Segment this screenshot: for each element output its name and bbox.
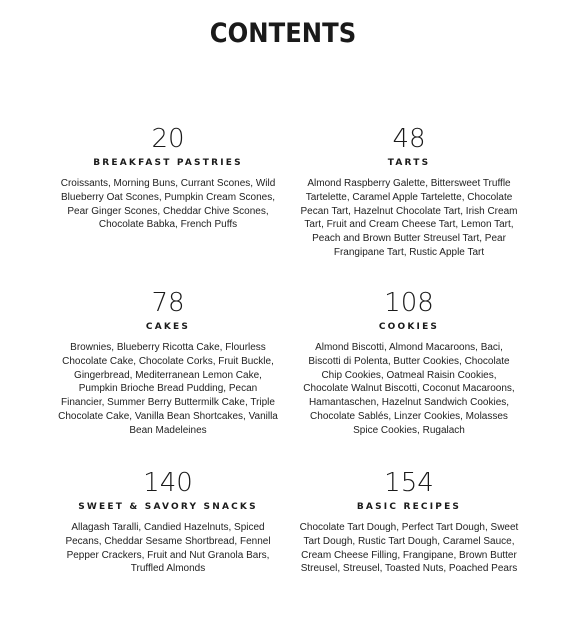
section-title: BASIC RECIPES [356, 502, 462, 512]
section-page-number: 78 [151, 288, 185, 318]
section-page-number: 154 [384, 468, 434, 498]
section-page-number: 48 [392, 124, 426, 154]
section-title: CAKES [145, 322, 191, 332]
toc-section-breakfast-pastries[interactable] [58, 124, 278, 232]
section-items: Allagash Taralli, Candied Hazelnuts, Spiced Pecans, Cheddar Sesame Shortbread, Fennel Pepper Crackers, Fruit and Nut Granola Bars, Truffled Almonds [65, 522, 271, 575]
section-title: BREAKFAST PASTRIES [93, 158, 243, 168]
section-page-number: 20 [151, 124, 185, 154]
toc-section-basic-recipes[interactable] [299, 468, 519, 576]
section-page-number: 108 [384, 288, 434, 318]
toc-section-tarts[interactable] [299, 124, 519, 260]
toc-section-cookies[interactable] [299, 288, 519, 438]
section-items: Almond Biscotti, Almond Macaroons, Baci, Biscotti di Polenta, Butter Cookies, Chocolate Chip Cookies, Oatmeal Raisin Cookies, Chocolate Walnut Biscotti, Coconut Macaroons, Hamantaschen, Hazelnut Sandwich Cookies, Chocolate Sablés, Linzer Cookies, Molasses Spice Cookies, Rugalach [303, 342, 515, 436]
section-items: Almond Raspberry Galette, Bittersweet Truffle Tartelette, Caramel Apple Tartelette, Chocolate Pecan Tart, Hazelnut Chocolate Tart, Irish Cream Tart, Fruit and Cream Cheese Tart, Lemon Tart, Peach and Brown Butter Streusel Tart, Pear Frangipane Tart, Rustic Apple Tart [300, 178, 518, 258]
section-page-number: 140 [143, 468, 193, 498]
toc-section-cakes[interactable] [58, 288, 278, 438]
section-title: TARTS [387, 158, 431, 168]
section-title: COOKIES [378, 322, 440, 332]
page-title: CONTENTS [209, 18, 357, 49]
section-items: Brownies, Blueberry Ricotta Cake, Flourless Chocolate Cake, Chocolate Corks, Fruit Buckle, Gingerbread, Mediterranean Lemon Cake, Pumpkin Brioche Bread Pudding, Pecan Financier, Summer Berry Buttermilk Cake, Triple Chocolate Cake, Vanilla Bean Shortcakes, Vanilla Bean Madeleines [58, 342, 278, 436]
toc-section-sweet-savory-snacks[interactable] [58, 468, 278, 576]
section-title: SWEET & SAVORY SNACKS [78, 502, 258, 512]
section-items: Croissants, Morning Buns, Currant Scones, Wild Blueberry Oat Scones, Pumpkin Cream Scones, Pear Ginger Scones, Cheddar Chive Scones, Chocolate Babka, French Puffs [60, 178, 276, 231]
section-items: Chocolate Tart Dough, Perfect Tart Dough, Sweet Tart Dough, Rustic Tart Dough, Caramel Sauce, Cream Cheese Filling, Frangipane, Brown Butter Streusel, Streusel, Toasted Nuts, Poached Pears [299, 522, 519, 575]
